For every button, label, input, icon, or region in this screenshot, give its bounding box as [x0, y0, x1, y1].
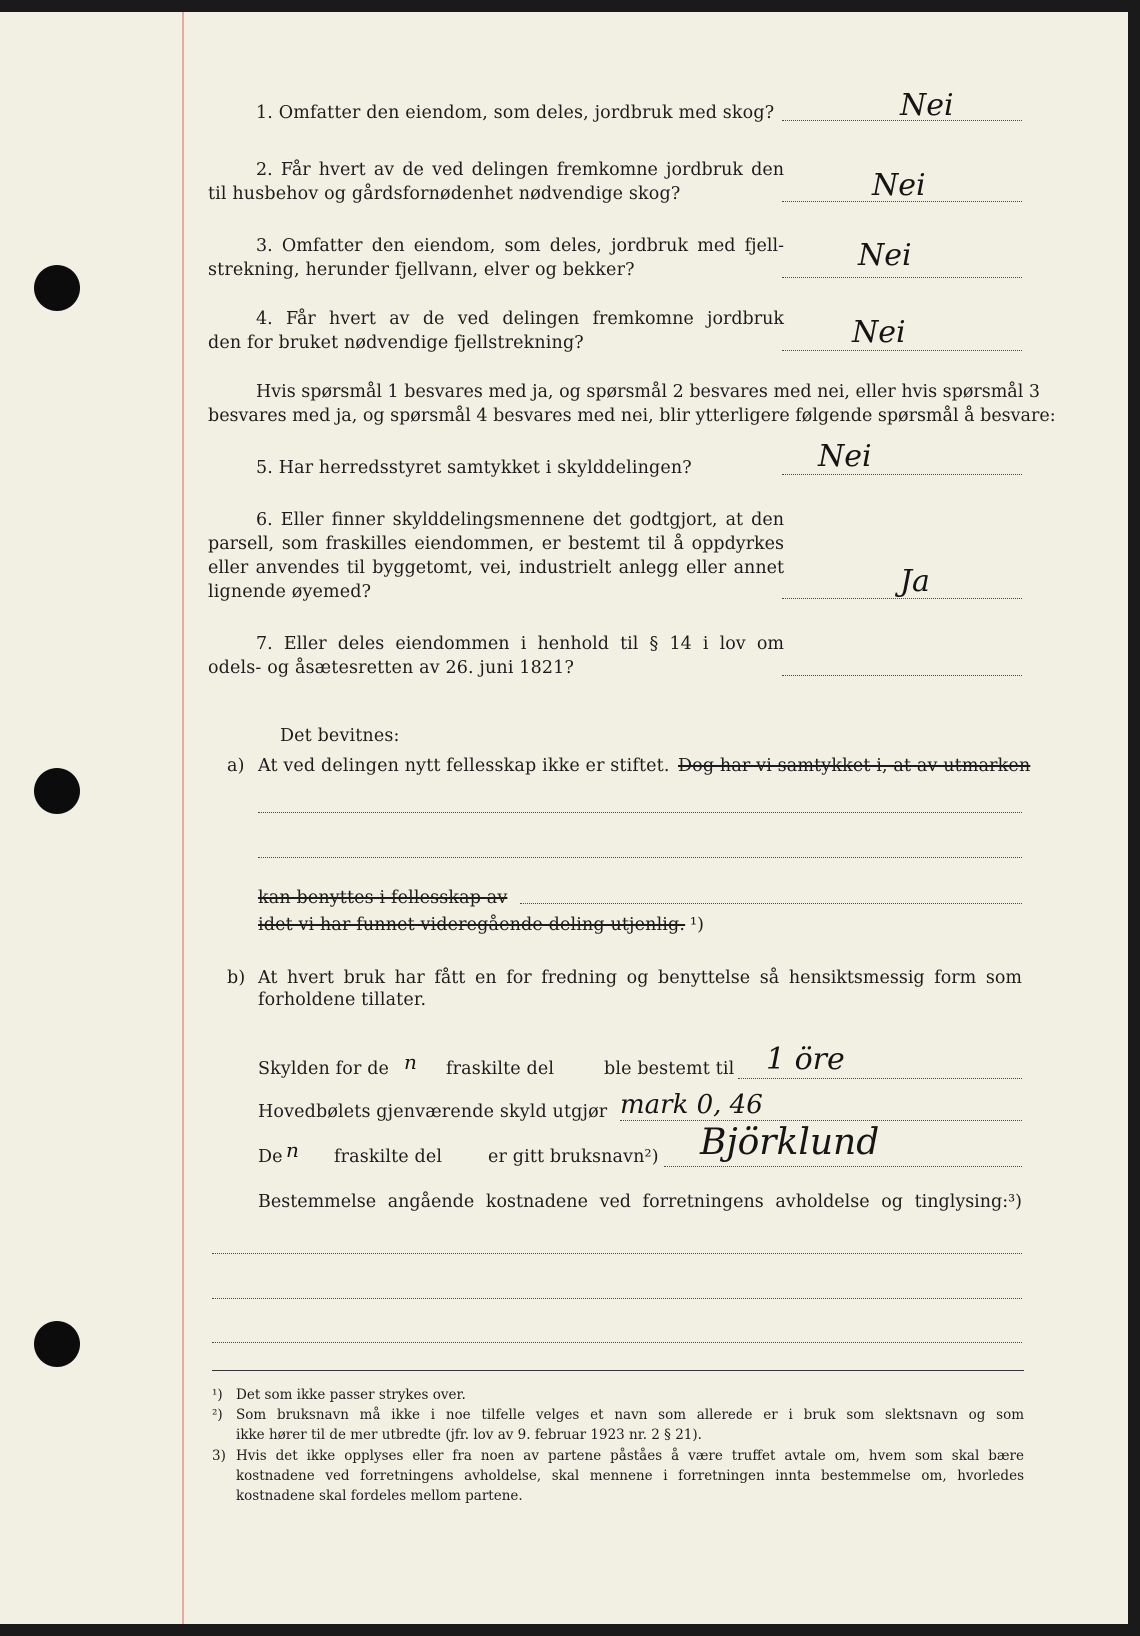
navn-hand-n: n [286, 1138, 299, 1162]
skyld-value: 1 öre [766, 1042, 845, 1077]
hoved-value-line [620, 1120, 1022, 1121]
kost-label: Bestemmelse angående kostnadene ved forretningens avholdelse og tinglysing:³) [258, 1192, 1022, 1212]
question-5-text: 5. Har herredsstyret samtykket i skylddelingen? [256, 458, 692, 478]
question-5-answer-line [782, 474, 1022, 475]
question-6-text-line-4: lignende øyemed? [208, 582, 372, 602]
attest-a-text: At ved delingen nytt fellesskap ikke er stiftet. [258, 756, 670, 776]
question-7-text-line-2: odels- og åsætesretten av 26. juni 1821? [208, 658, 574, 678]
conditional-intro-line-1: Hvis spørsmål 1 besvares med ja, og spørsmål 2 besvares med nei, eller hvis spørsmål 3 [256, 382, 1041, 402]
attest-a-footnote-ref: ¹) [690, 915, 705, 935]
hoved-label: Hovedbølets gjenværende skyld utgjør [258, 1102, 608, 1122]
footnote-2-mark: ²) [212, 1407, 223, 1423]
question-2-text-line-2: til husbehov og gårdsfornødenhet nødvendige skog? [208, 184, 681, 204]
navn-value-line [664, 1166, 1022, 1167]
attest-b-line-2: forholdene tillater. [258, 990, 427, 1010]
attest-a-struck-text: Dog har vi samtykket i, at av utmarken [678, 756, 1031, 776]
skyld-label-3: ble bestemt til [604, 1059, 735, 1079]
footnote-3-line-3: kostnadene skal fordeles mellom partene. [236, 1488, 523, 1504]
footnote-3-mark: 3) [212, 1448, 226, 1464]
margin-line [182, 12, 184, 1624]
attest-b-line-1: At hvert bruk har fått en for fredning og benyttelse så hensiktsmessig form som [258, 968, 1022, 988]
document-page [0, 12, 1128, 1624]
kost-line-2 [212, 1298, 1022, 1299]
question-2-answer: Nei [872, 168, 926, 203]
punch-hole-bottom [34, 1321, 80, 1367]
footnote-3-line-1: Hvis det ikke opplyses eller fra noen av partene påståes å være truffet avtale om, hvem som skal bære [236, 1448, 1024, 1464]
footnote-separator [212, 1370, 1024, 1371]
question-6-answer: Ja [900, 564, 930, 599]
attest-a-marker: a) [227, 756, 245, 776]
footnote-1-mark: ¹) [212, 1387, 223, 1403]
question-2-text-line-1: 2. Får hvert av de ved delingen fremkomne jordbruk den [256, 160, 784, 180]
hoved-value: mark 0, 46 [620, 1090, 763, 1120]
question-7-text-line-1: 7. Eller deles eiendommen i henhold til § 14 i lov om [256, 634, 784, 654]
question-1-text: 1. Omfatter den eiendom, som deles, jordbruk med skog? [256, 103, 775, 123]
question-4-answer: Nei [852, 315, 906, 350]
attest-a-blank-line-1 [258, 812, 1022, 813]
attest-a-struck-text-3: idet vi har funnet videregående deling utjenlig. [258, 915, 686, 935]
question-4-text-line-1: 4. Får hvert av de ved delingen fremkomne jordbruk [256, 309, 784, 329]
question-7-answer-line [782, 675, 1022, 676]
conditional-intro-line-2: besvares med ja, og spørsmål 4 besvares med nei, blir ytterligere følgende spørsmål å besvare: [208, 406, 1056, 426]
footnote-1-line-1: Det som ikke passer strykes over. [236, 1387, 466, 1403]
question-1-answer: Nei [900, 88, 954, 123]
navn-label-3: er gitt bruksnavn²) [488, 1147, 659, 1167]
footnote-3-line-2: kostnadene ved forretningens avholdelse, skal mennene i forretningen innta bestemmelse om, hvorledes [236, 1468, 1024, 1484]
question-6-text-line-2: parsell, som fraskilles eiendommen, er bestemt til å oppdyrkes [208, 534, 784, 554]
punch-hole-middle [34, 768, 80, 814]
punch-hole-top [34, 265, 80, 311]
question-4-text-line-2: den for bruket nødvendige fjellstrekning? [208, 333, 584, 353]
question-3-text-line-1: 3. Omfatter den eiendom, som deles, jordbruk med fjell- [256, 236, 784, 256]
footnote-2-line-2: ikke hører til de mer utbredte (jfr. lov av 9. februar 1923 nr. 2 § 21). [236, 1427, 702, 1443]
skyld-label-1: Skylden for de [258, 1059, 390, 1079]
attest-a-struck-text-2: kan benyttes i fellesskap av [258, 888, 508, 908]
question-3-answer: Nei [858, 238, 912, 273]
attest-heading: Det bevitnes: [280, 726, 400, 746]
question-6-text-line-1: 6. Eller finner skylddelingsmennene det godtgjort, at den [256, 510, 784, 530]
question-4-answer-line [782, 350, 1022, 351]
question-3-answer-line [782, 277, 1022, 278]
kost-line-1 [212, 1253, 1022, 1254]
attest-b-marker: b) [227, 968, 246, 988]
attest-a-blank-line-2 [258, 857, 1022, 858]
attest-a-blank-line-3 [520, 903, 1022, 904]
kost-line-3 [212, 1342, 1022, 1343]
question-5-answer: Nei [818, 439, 872, 474]
question-6-text-line-3: eller anvendes til byggetomt, vei, industrielt anlegg eller annet [208, 558, 784, 578]
skyld-value-line [738, 1078, 1022, 1079]
skyld-hand-n: n [404, 1050, 417, 1074]
question-3-text-line-2: strekning, herunder fjellvann, elver og bekker? [208, 260, 635, 280]
navn-label-1: De [258, 1147, 283, 1167]
skyld-label-2: fraskilte del [446, 1059, 555, 1079]
navn-label-2: fraskilte del [334, 1147, 443, 1167]
navn-value: Björklund [700, 1122, 880, 1163]
footnote-2-line-1: Som bruksnavn må ikke i noe tilfelle velges et navn som allerede er i bruk som slektsnavn og som [236, 1407, 1024, 1423]
